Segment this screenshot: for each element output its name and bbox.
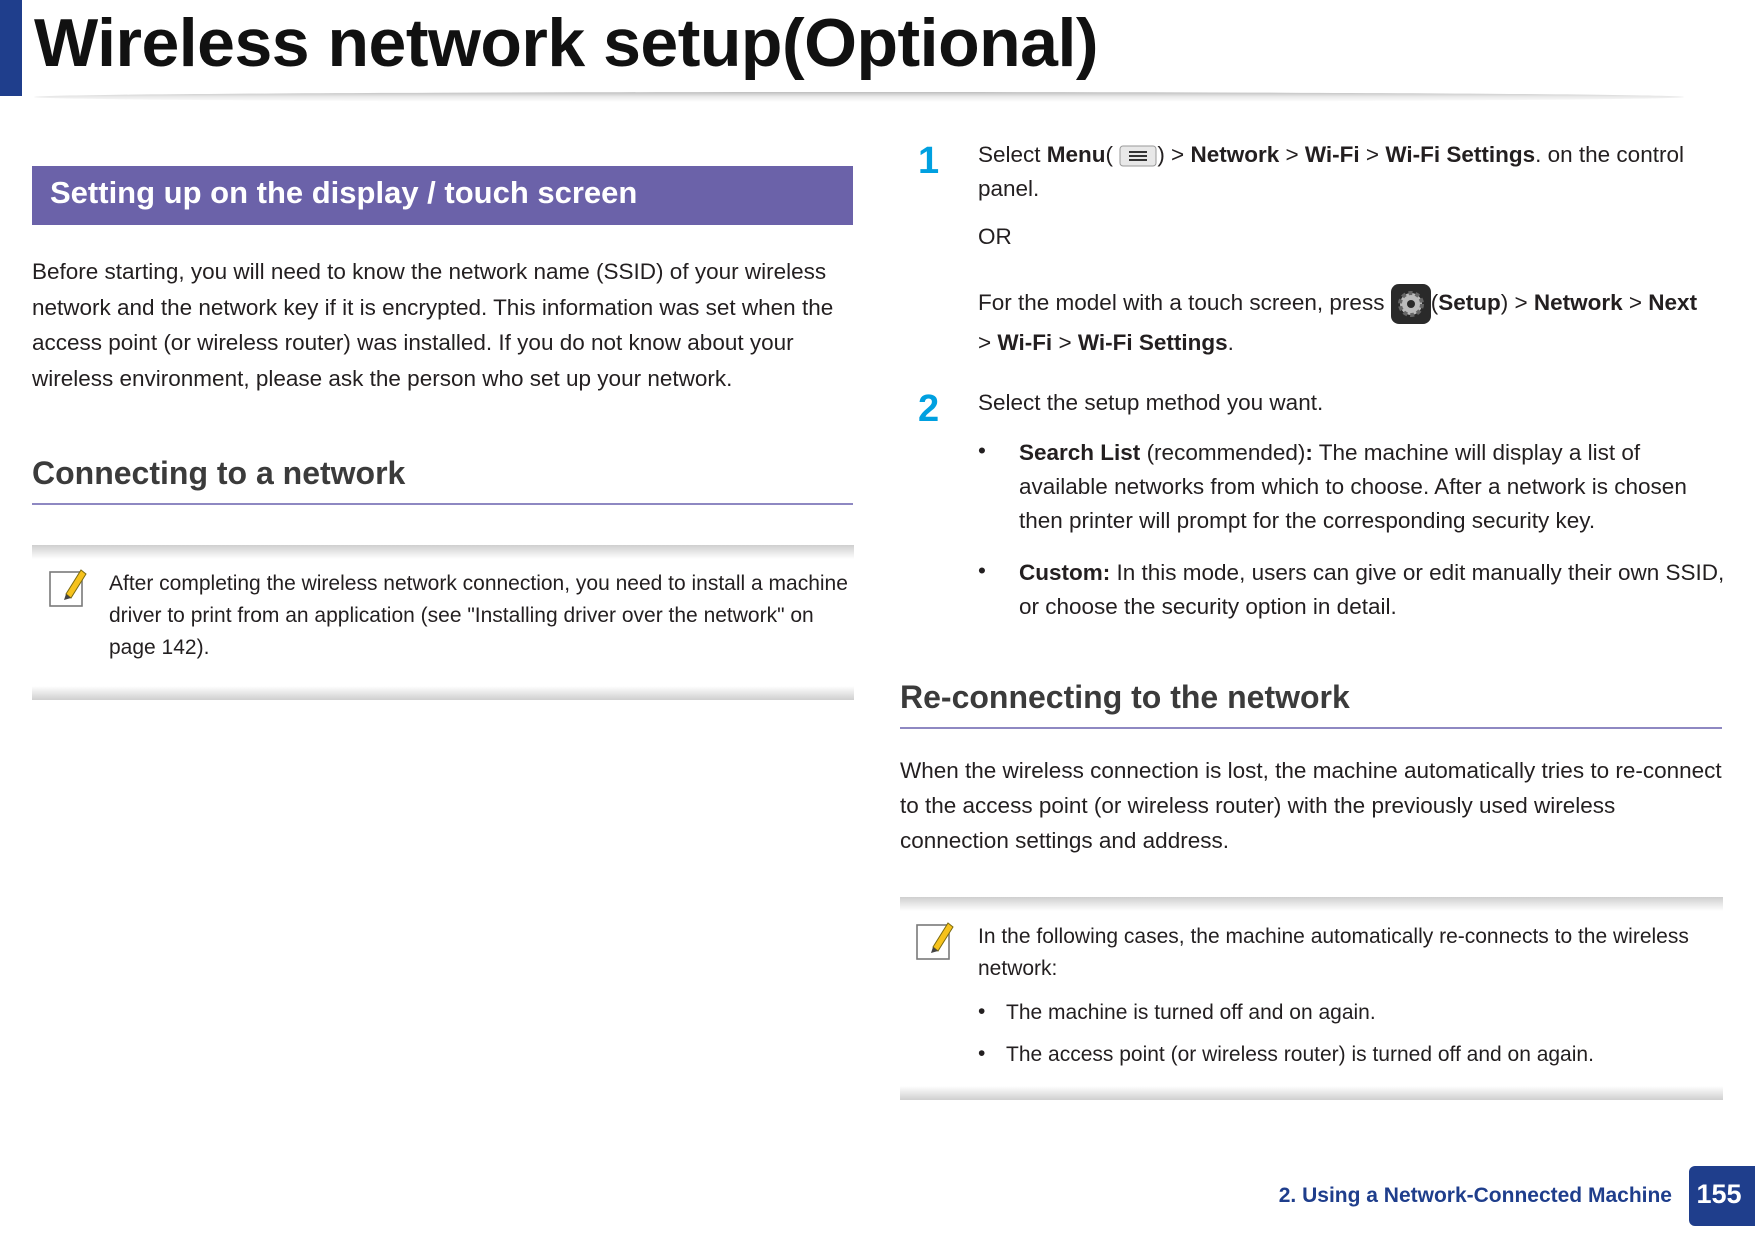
reconnecting-heading-rule <box>900 727 1722 729</box>
search-list-option: Search List (recommended): The machine will display a list of available networks from which to choose. After a network is chosen then printer will prompt for the corresponding security key. <box>1019 440 1687 533</box>
or-text: OR <box>978 224 1012 249</box>
reconnecting-heading: Re-connecting to the network <box>900 679 1350 715</box>
bullet-glyph: • <box>978 1000 986 1023</box>
step-2-number: 2 <box>918 388 940 430</box>
note-pencil-icon <box>915 919 955 963</box>
page-title: Wireless network setup(Optional) <box>34 5 1098 81</box>
title-rule <box>34 92 1684 102</box>
footer-chapter: 2. Using a Network-Connected Machine <box>1278 1184 1672 1207</box>
menu-button-icon <box>1119 144 1157 168</box>
page-number-badge <box>1689 1166 1755 1226</box>
note-pencil-icon <box>48 566 88 610</box>
step-2-text: Select the setup method you want. <box>978 390 1324 415</box>
title-accent-bar <box>0 0 22 96</box>
step-1-number: 1 <box>918 140 940 182</box>
step-1-text: Select Menu( ) > Network > Wi-Fi > Wi-Fi Settings. on the control panel. <box>978 142 1684 201</box>
connecting-heading: Connecting to a network <box>32 455 406 491</box>
reconnect-note-text: In the following cases, the machine automatically re-connects to the wireless network: <box>978 925 1689 980</box>
intro-paragraph: Before starting, you will need to know the network name (SSID) of your wireless network and the network key if it is encrypted. This information was set when the access point (or wireless router) was installed. If you do not know about your wireless environment, please ask the person who set up your network. <box>32 259 834 391</box>
note-top-border <box>900 897 1723 911</box>
driver-note-text: After completing the wireless network connection, you need to install a machine driver to print from an application (see "Installing driver over the network" on page 142). <box>109 572 848 659</box>
custom-option: Custom: In this mode, users can give or edit manually their own SSID, or choose the security option in detail. <box>1019 560 1725 619</box>
section-banner <box>32 166 853 225</box>
note-bottom-border <box>32 686 854 700</box>
note-bottom-border <box>900 1086 1723 1100</box>
bullet-glyph: • <box>978 1042 986 1065</box>
connecting-heading-rule <box>32 503 853 505</box>
reconnect-case-item: The machine is turned off and on again. <box>1006 1001 1376 1024</box>
setup-gear-icon <box>1391 284 1431 324</box>
page-number: 155 <box>1696 1179 1742 1209</box>
reconnect-paragraph: When the wireless connection is lost, the machine automatically tries to re-connect to the access point (or wireless router) with the previously used wireless connection settings and address. <box>900 758 1722 853</box>
note-top-border <box>32 545 854 559</box>
reconnect-case-item: The access point (or wireless router) is turned off and on again. <box>1006 1043 1594 1066</box>
bullet-glyph: • <box>978 438 986 463</box>
step-1-touch-text: For the model with a touch screen, press (Setup) > Network > Next > Wi-Fi > Wi-Fi Settings. <box>978 284 1733 362</box>
section-banner-title: Setting up on the display / touch screen <box>50 175 638 210</box>
bullet-glyph: • <box>978 558 986 583</box>
